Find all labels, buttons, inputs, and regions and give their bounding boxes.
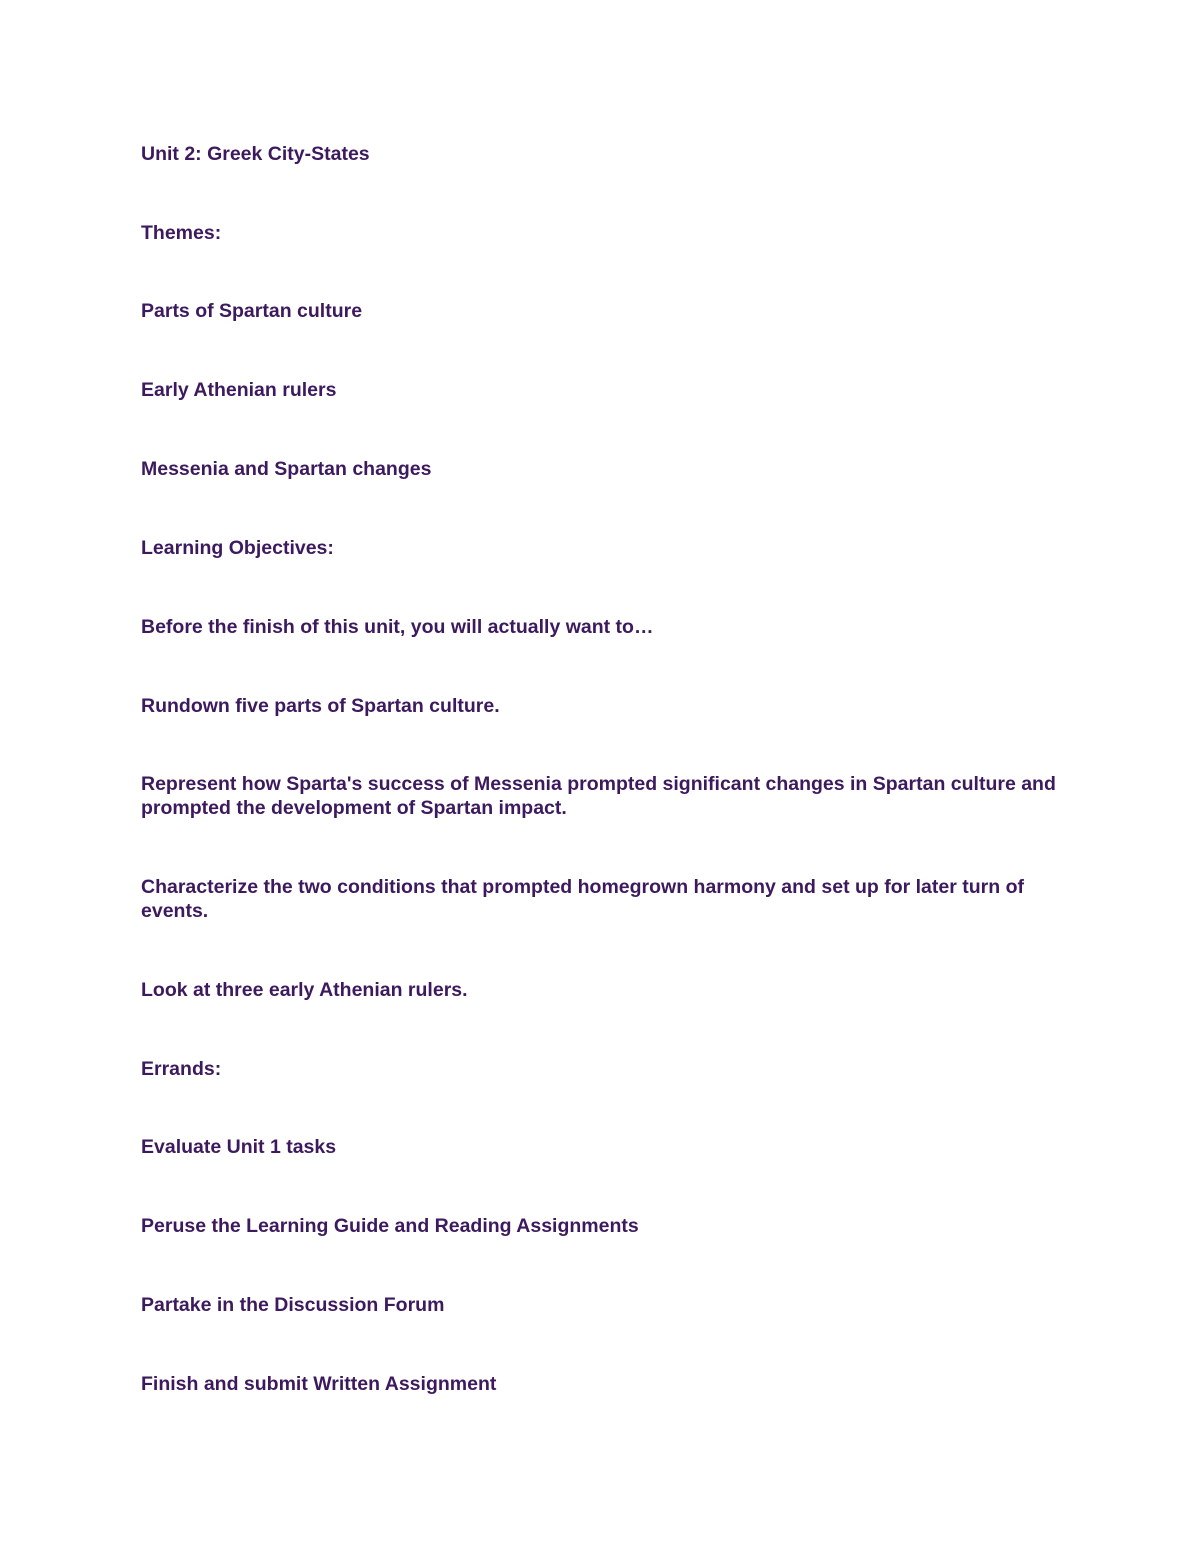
objective-item: Rundown five parts of Spartan culture. (141, 695, 500, 717)
objectives-intro: Before the finish of this unit, you will actually want to… (141, 616, 654, 638)
errand-item: Finish and submit Written Assignment (141, 1373, 497, 1395)
errand-item: Partake in the Discussion Forum (141, 1294, 445, 1316)
themes-heading: Themes: (141, 222, 222, 244)
errand-item: Evaluate Unit 1 tasks (141, 1136, 337, 1158)
objective-item: Characterize the two conditions that prompted homegrown harmony and set up for later turn of events. (141, 876, 1024, 922)
theme-item: Parts of Spartan culture (141, 300, 363, 322)
objective-item: Represent how Sparta's success of Messenia prompted significant changes in Spartan culture and prompted the development of Spartan impact. (141, 773, 1056, 819)
objectives-heading: Learning Objectives: (141, 537, 334, 559)
objective-item: Look at three early Athenian rulers. (141, 979, 468, 1001)
theme-item: Early Athenian rulers (141, 379, 337, 401)
errands-heading: Errands: (141, 1058, 222, 1080)
errand-item: Peruse the Learning Guide and Reading Assignments (141, 1215, 639, 1237)
unit-title: Unit 2: Greek City-States (141, 143, 370, 165)
theme-item: Messenia and Spartan changes (141, 458, 432, 480)
